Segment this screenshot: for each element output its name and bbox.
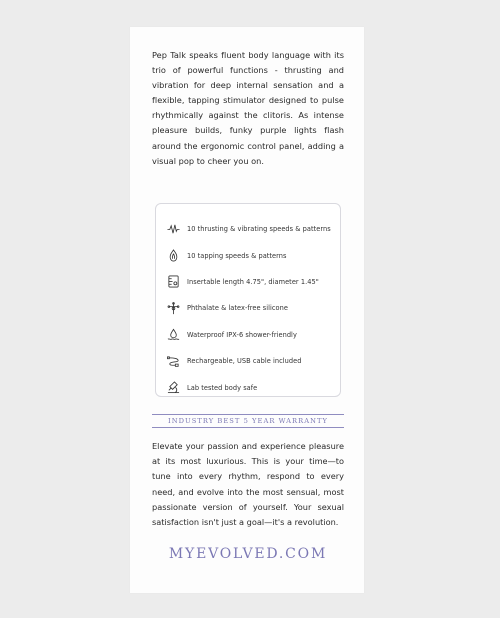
pulse-wave-icon (165, 222, 181, 236)
feature-item (156, 374, 340, 400)
feature-item (156, 269, 340, 295)
feature-label: Phthalate & latex-free silicone (187, 304, 288, 313)
intro-paragraph: Pep Talk speaks fluent body language with its trio of powerful functions - thrusting and vibration for deep internal sensation and a flexible, tapping stimulator designed to pulse rhythmically against the clitoris. As intense pleasure builds, funky purple lights flash around the ergonomic control panel, adding a visual pop to cheer you on. (152, 50, 344, 166)
molecule-icon (165, 301, 181, 315)
feature-item (156, 322, 340, 348)
feature-label: Insertable length 4.75", diameter 1.45" (187, 277, 319, 286)
water-drop-icon (165, 328, 181, 342)
feature-item (156, 216, 340, 242)
divider (152, 427, 344, 428)
website-link[interactable]: MYEVOLVED.COM (168, 546, 328, 562)
outro-paragraph: Elevate your passion and experience pleasure at its most luxurious. This is your time—to tune into every rhythm, respond to every need, and evolve into the most sensual, most passionate version of yourself. Your sexual satisfaction isn't just a goal—it's a revolution. (152, 441, 344, 528)
feature-label: Rechargeable, USB cable included (187, 357, 302, 366)
product-info-card (130, 27, 364, 593)
lab-flask-icon (165, 381, 181, 395)
feature-item (156, 295, 340, 321)
feature-label: Waterproof IPX-6 shower-friendly (187, 330, 297, 339)
feature-label: Lab tested body safe (187, 383, 258, 392)
usb-cable-icon (165, 354, 181, 368)
warranty-banner (152, 414, 344, 428)
tapping-flame-icon (165, 249, 181, 263)
feature-item (156, 242, 340, 268)
feature-label: 10 thrusting & vibrating speeds & patterns (187, 225, 331, 234)
feature-item (156, 348, 340, 374)
feature-label: 10 tapping speeds & patterns (187, 251, 287, 260)
warranty-label: INDUSTRY BEST 5 YEAR WARRANTY (168, 417, 328, 425)
ruler-icon (165, 275, 181, 289)
feature-list (155, 203, 341, 397)
